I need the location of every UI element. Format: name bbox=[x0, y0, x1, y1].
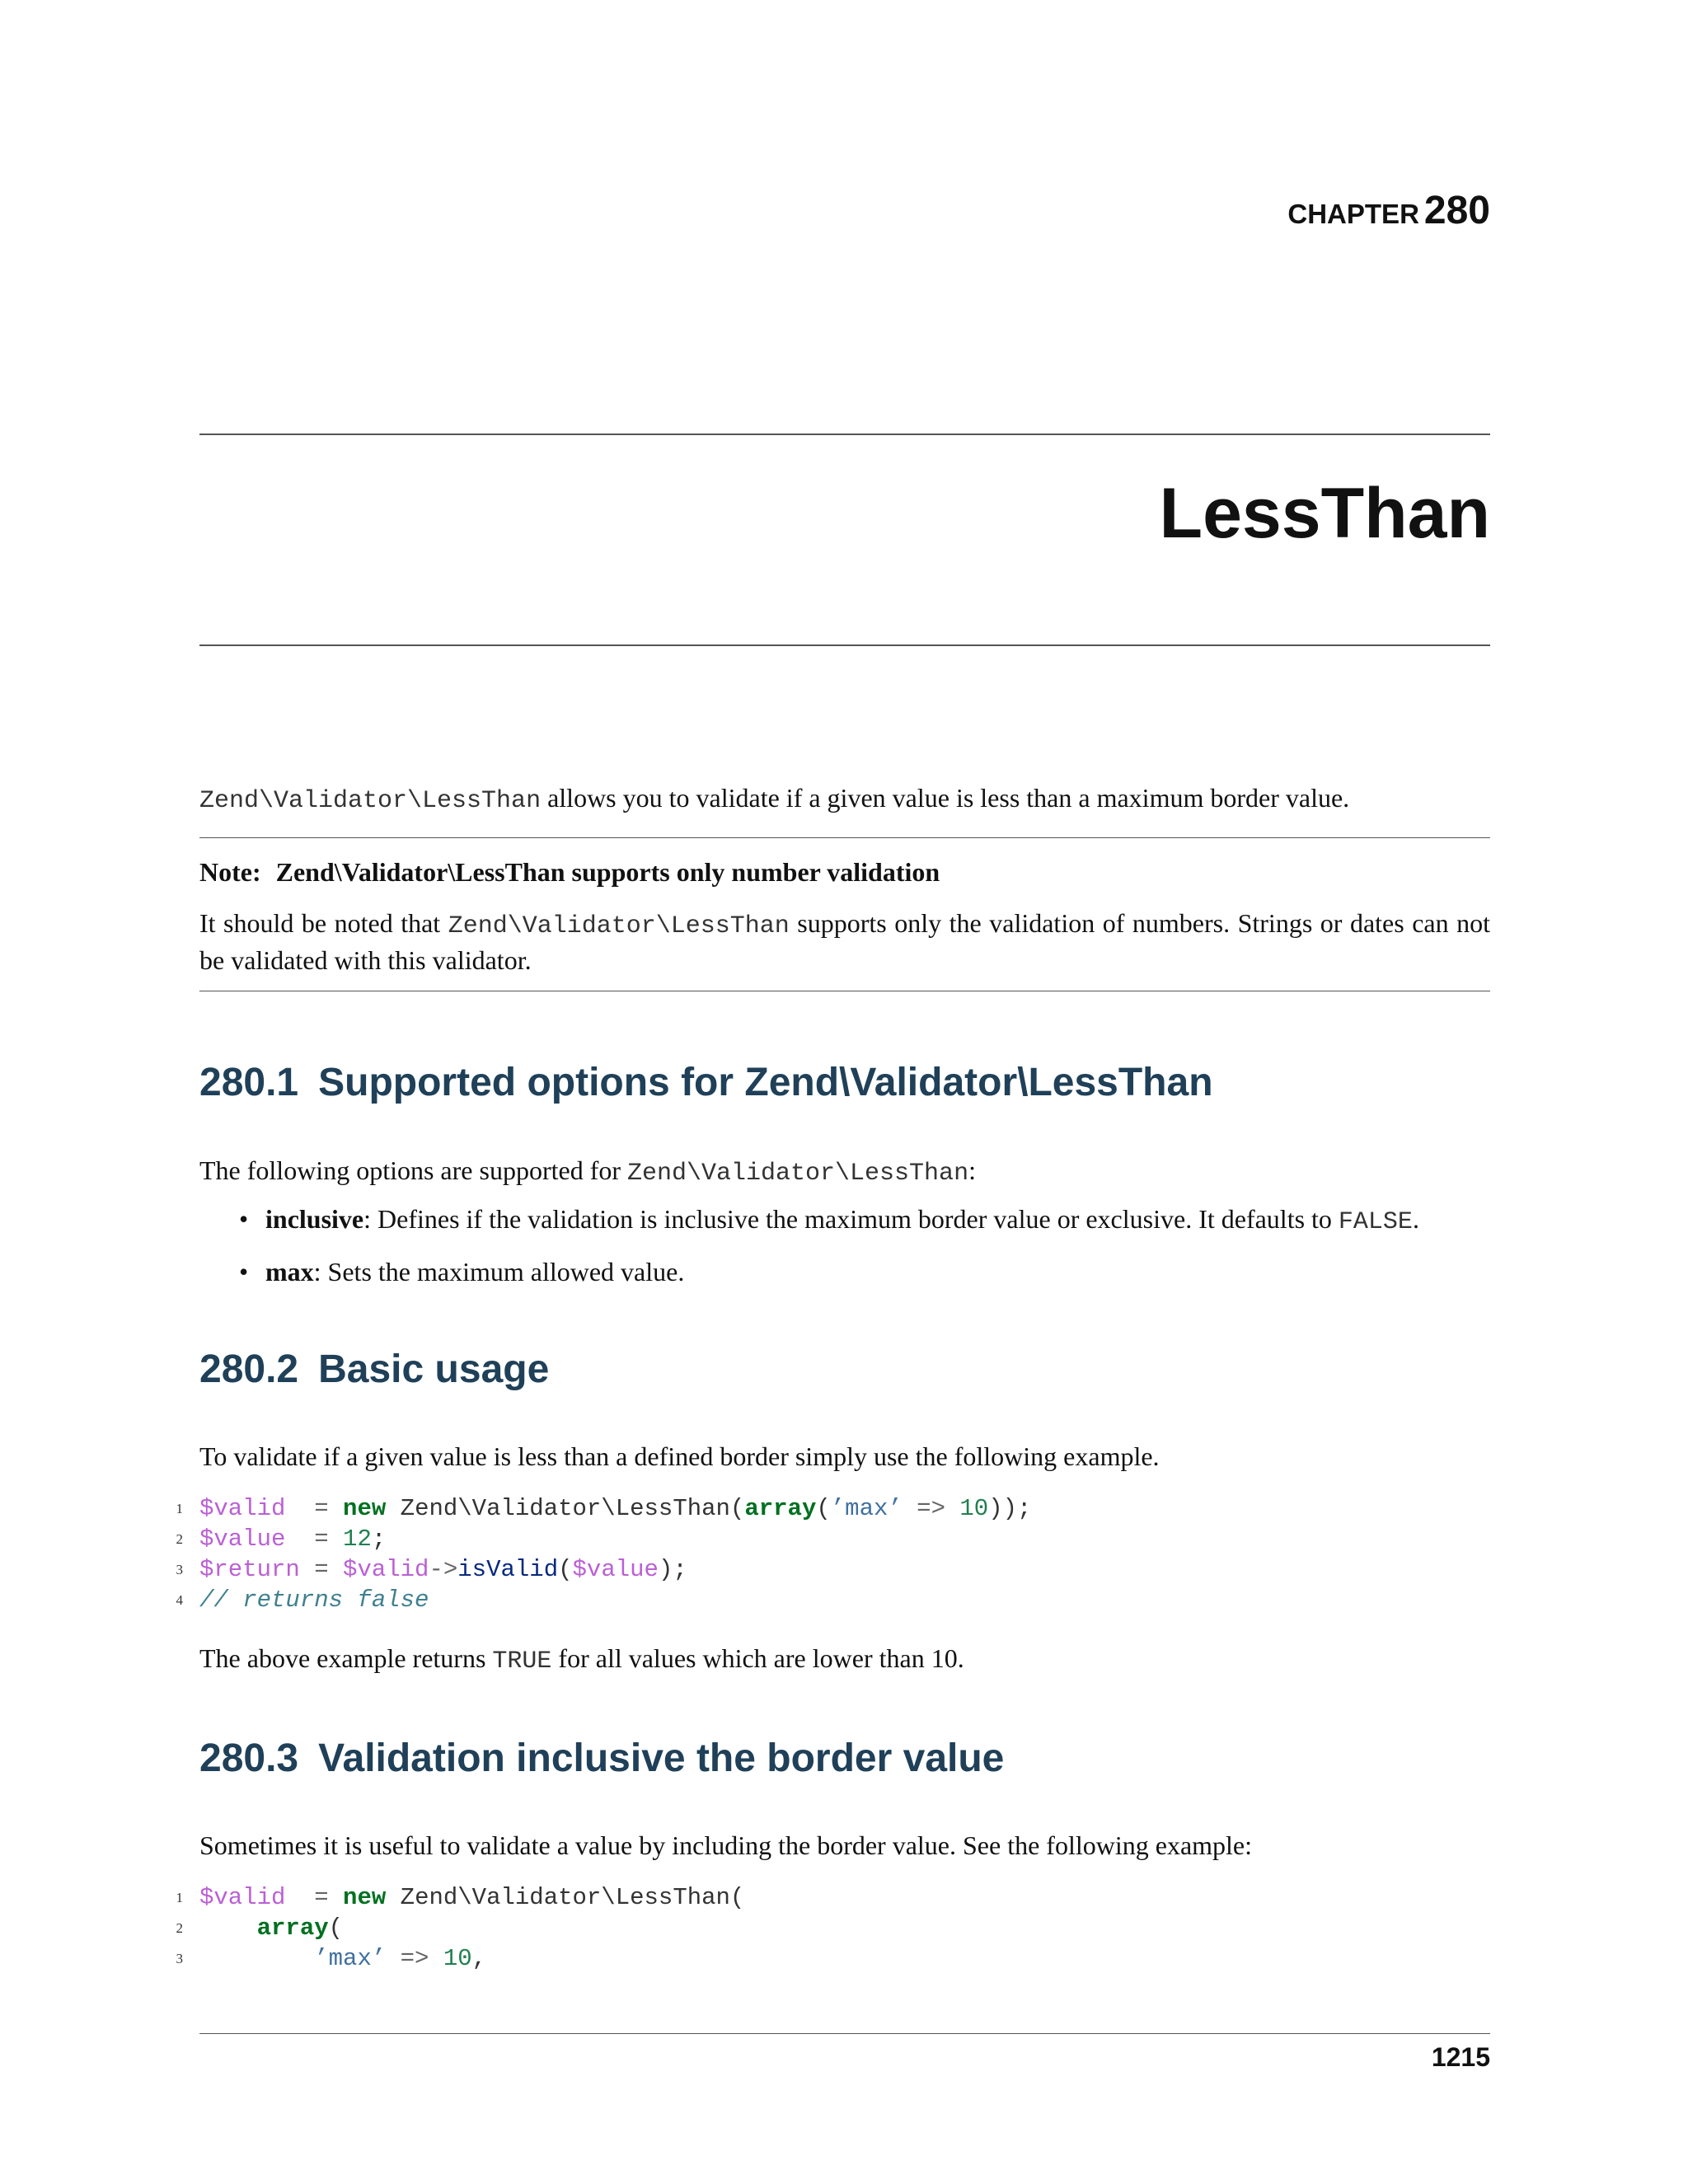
inclusive-intro: Sometimes it is useful to validate a value by including the border value. See the following example: bbox=[199, 1830, 1253, 1860]
code-line: 1 $valid = new Zend\Validator\LessThan( bbox=[199, 1882, 1490, 1913]
note-rule-top bbox=[199, 837, 1490, 838]
list-item bbox=[239, 1202, 1490, 1240]
outro-text-before: The above example returns bbox=[199, 1643, 493, 1673]
outro-text-after: for all values which are lower than 10. bbox=[551, 1643, 964, 1673]
basic-usage-intro: To validate if a given value is less than a defined border simply use the following example. bbox=[199, 1441, 1160, 1471]
code-line: 3 ’max’ => 10, bbox=[199, 1943, 1490, 1974]
option-default-code: FALSE bbox=[1338, 1208, 1413, 1236]
note-text-after: supports only the validation of numbers. Strings or dates can not be validated with this validator. bbox=[199, 908, 1491, 975]
code-line: 1 $valid = new Zend\Validator\LessThan(array(’max’ => 10)); bbox=[199, 1493, 1490, 1524]
section-heading-280-2 bbox=[199, 1347, 549, 1392]
options-list bbox=[239, 1202, 1490, 1305]
code-line: 4 // returns false bbox=[199, 1585, 1490, 1615]
intro-code: Zend\Validator\LessThan bbox=[199, 787, 542, 815]
line-number: 2 bbox=[176, 1920, 183, 1936]
section-title: Supported options for Zend\Validator\LessThan bbox=[318, 1061, 1213, 1104]
title-rule-bottom bbox=[199, 644, 1490, 646]
options-intro-after: : bbox=[968, 1155, 976, 1185]
options-intro bbox=[199, 1154, 1490, 1191]
note-label: Note: bbox=[199, 857, 261, 887]
line-number: 1 bbox=[176, 1890, 183, 1905]
option-term: inclusive bbox=[265, 1204, 364, 1234]
code-line: 2 $value = 12; bbox=[199, 1524, 1490, 1554]
intro-paragraph bbox=[199, 781, 1490, 818]
section-heading-280-3 bbox=[199, 1736, 1004, 1781]
option-description: : Sets the maximum allowed value. bbox=[313, 1257, 685, 1286]
option-description: : Defines if the validation is inclusive the maximum border value or exclusive. It defaults to bbox=[363, 1204, 1339, 1234]
note-heading: Zend\Validator\LessThan supports only number validation bbox=[275, 857, 940, 887]
section-title: Basic usage bbox=[318, 1347, 550, 1391]
option-after: . bbox=[1412, 1204, 1419, 1234]
section-heading-280-1 bbox=[199, 1060, 1213, 1105]
note-title bbox=[199, 857, 940, 888]
section-number: 280.3 bbox=[199, 1736, 299, 1780]
section-title: Validation inclusive the border value bbox=[318, 1736, 1005, 1780]
bullet-icon: • bbox=[239, 1257, 249, 1286]
line-number: 3 bbox=[176, 1562, 183, 1577]
line-number: 1 bbox=[176, 1501, 183, 1516]
line-number: 3 bbox=[176, 1951, 183, 1966]
outro-code: TRUE bbox=[492, 1647, 552, 1675]
options-intro-code: Zend\Validator\LessThan bbox=[627, 1160, 969, 1188]
chapter-word: CHAPTER bbox=[1287, 199, 1419, 229]
options-intro-text: The following options are supported for bbox=[199, 1155, 627, 1185]
footer-rule bbox=[199, 2033, 1490, 2034]
intro-text: allows you to validate if a given value is less than a maximum border value. bbox=[541, 783, 1350, 813]
code-block-inclusive bbox=[176, 1882, 1490, 1974]
code-block-basic bbox=[176, 1493, 1490, 1615]
section-number: 280.1 bbox=[199, 1061, 299, 1104]
line-number: 4 bbox=[176, 1592, 183, 1608]
option-term: max bbox=[265, 1257, 314, 1286]
code-line: 3 $return = $valid->isValid($value); bbox=[199, 1554, 1490, 1585]
bullet-icon: • bbox=[239, 1204, 249, 1234]
line-number: 2 bbox=[176, 1531, 183, 1547]
chapter-title: LessThan bbox=[1159, 474, 1490, 553]
note-code: Zend\Validator\LessThan bbox=[448, 912, 790, 940]
code-line: 2 array( bbox=[199, 1913, 1490, 1943]
note-body bbox=[199, 907, 1490, 977]
chapter-number: 280 bbox=[1423, 189, 1490, 232]
section-number: 280.2 bbox=[199, 1347, 299, 1391]
chapter-label bbox=[1287, 188, 1490, 233]
title-rule-top bbox=[199, 434, 1490, 435]
note-text-before: It should be noted that bbox=[199, 908, 448, 938]
page-number: 1215 bbox=[1431, 2042, 1490, 2072]
basic-usage-outro bbox=[199, 1642, 1490, 1679]
list-item bbox=[239, 1255, 1490, 1289]
